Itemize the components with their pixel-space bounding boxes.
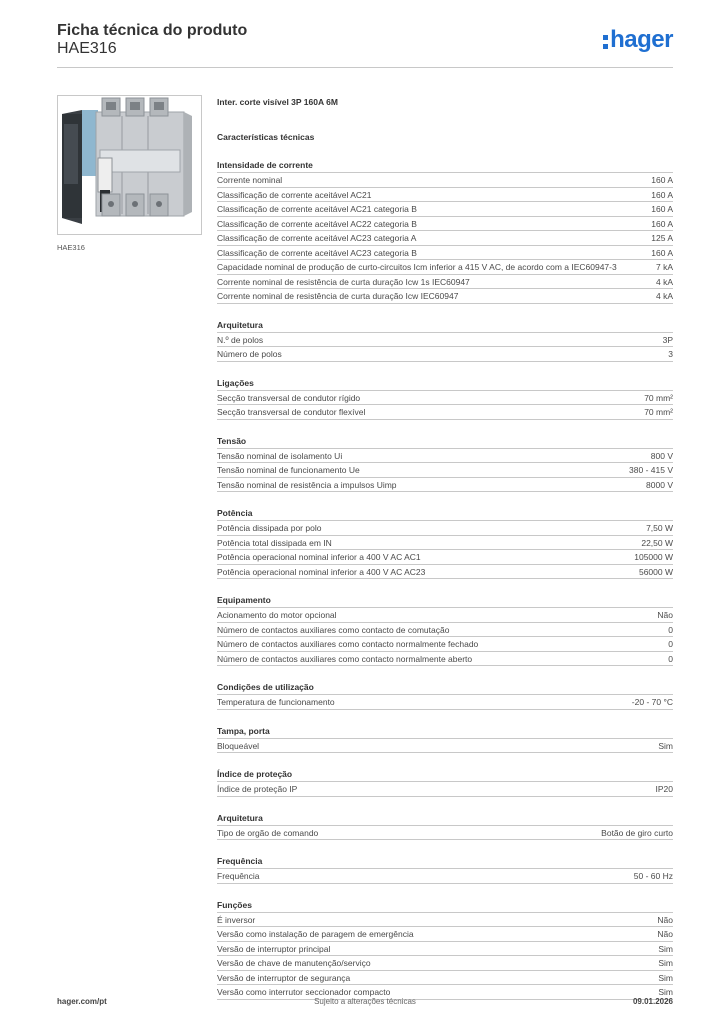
spec-row bbox=[217, 652, 673, 667]
spec-value: 56000 W bbox=[638, 566, 673, 577]
spec-label: Número de contactos auxiliares como contacto normalmente fechado bbox=[217, 639, 479, 649]
footer-note: Sujeito a alterações técnicas bbox=[314, 997, 416, 1006]
spec-row bbox=[217, 956, 673, 971]
spec-section bbox=[217, 435, 673, 493]
spec-section bbox=[217, 812, 673, 841]
spec-label: Tensão nominal de isolamento Ui bbox=[217, 450, 343, 461]
spec-row bbox=[217, 449, 673, 464]
spec-value: 3 bbox=[668, 349, 673, 359]
spec-row bbox=[217, 550, 673, 565]
spec-label: N.º de polos bbox=[217, 334, 264, 345]
spec-label: Potência operacional nominal inferior a 400 V AC AC23 bbox=[217, 566, 426, 577]
spec-value: 8000 V bbox=[646, 479, 673, 490]
spec-value: Não bbox=[657, 914, 673, 925]
spec-row bbox=[217, 637, 673, 652]
spec-row bbox=[217, 289, 673, 304]
spec-section bbox=[217, 725, 673, 754]
spec-label: Temperatura de funcionamento bbox=[217, 697, 335, 707]
spec-label: Índice de proteção IP bbox=[217, 784, 298, 794]
logo-dots-icon bbox=[603, 35, 608, 49]
spec-row bbox=[217, 478, 673, 493]
spec-row bbox=[217, 217, 673, 232]
hager-logo bbox=[603, 26, 673, 54]
spec-label: Número de contactos auxiliares como contacto normalmente aberto bbox=[217, 653, 473, 664]
section-title: Equipamento bbox=[217, 594, 673, 608]
spec-label: Capacidade nominal de produção de curto-circuitos Icm inferior a 415 V AC, de acordo com a IEC60947-3 bbox=[217, 262, 617, 272]
spec-label: Versão como instalação de paragem de emergência bbox=[217, 929, 414, 939]
spec-value: 4 kA bbox=[655, 276, 673, 287]
spec-value: Botão de giro curto bbox=[601, 827, 673, 838]
spec-row bbox=[217, 246, 673, 261]
spec-value: 125 A bbox=[651, 233, 673, 243]
spec-label: Versão de chave de manutenção/serviço bbox=[217, 958, 371, 968]
spec-label: Versão de interruptor principal bbox=[217, 943, 331, 954]
spec-value: Sim bbox=[658, 972, 673, 983]
spec-row bbox=[217, 536, 673, 551]
spec-row bbox=[217, 463, 673, 478]
product-code: HAE316 bbox=[57, 40, 117, 57]
spec-label: Tensão nominal de resistência a impulsos Uimp bbox=[217, 479, 397, 490]
spec-row bbox=[217, 347, 673, 362]
spec-label: Acionamento do motor opcional bbox=[217, 610, 337, 620]
spec-value: 160 A bbox=[651, 175, 673, 185]
spec-label: Potência total dissipada em IN bbox=[217, 537, 332, 548]
spec-section bbox=[217, 594, 673, 666]
image-caption: HAE316 bbox=[57, 243, 85, 252]
spec-row bbox=[217, 173, 673, 188]
spec-row bbox=[217, 565, 673, 580]
section-title: Ligações bbox=[217, 377, 673, 391]
spec-row bbox=[217, 695, 673, 710]
spec-label: Versão de interruptor de segurança bbox=[217, 972, 351, 983]
switch-disconnector-illustration bbox=[58, 96, 201, 234]
spec-row bbox=[217, 275, 673, 290]
spec-value: 800 V bbox=[650, 450, 673, 461]
spec-value: 7,50 W bbox=[646, 523, 673, 533]
spec-label: Frequência bbox=[217, 871, 260, 881]
spec-label: Classificação de corrente aceitável AC23 categoria B bbox=[217, 247, 417, 258]
spec-row bbox=[217, 608, 673, 623]
spec-row bbox=[217, 188, 673, 203]
spec-row bbox=[217, 260, 673, 275]
spec-section bbox=[217, 681, 673, 710]
section-title: Potência bbox=[217, 507, 673, 521]
section-title: Índice de proteção bbox=[217, 768, 673, 782]
section-title: Arquitetura bbox=[217, 319, 673, 333]
spec-value: -20 - 70 °C bbox=[631, 697, 673, 707]
spec-section bbox=[217, 768, 673, 797]
spec-row bbox=[217, 942, 673, 957]
spec-row bbox=[217, 521, 673, 536]
spec-value: 160 A bbox=[651, 204, 673, 214]
spec-label: Classificação de corrente aceitável AC21 categoria B bbox=[217, 204, 417, 214]
section-title: Condições de utilização bbox=[217, 681, 673, 695]
spec-value: Sim bbox=[658, 943, 673, 954]
spec-label: Potência operacional nominal inferior a 400 V AC AC1 bbox=[217, 552, 421, 562]
spec-section bbox=[217, 899, 673, 1000]
spec-value: 50 - 60 Hz bbox=[633, 871, 673, 881]
spec-value: 70 mm² bbox=[644, 392, 673, 403]
logo-text: hager bbox=[610, 26, 673, 53]
spec-row bbox=[217, 826, 673, 841]
product-description: Inter. corte visível 3P 160A 6M bbox=[217, 97, 338, 107]
spec-value: Sim bbox=[658, 740, 673, 751]
spec-value: 160 A bbox=[651, 218, 673, 229]
spec-row bbox=[217, 782, 673, 797]
spec-row bbox=[217, 927, 673, 942]
page-footer bbox=[57, 997, 673, 1011]
spec-label: Corrente nominal de resistência de curta duração Icw 1s IEC60947 bbox=[217, 276, 470, 287]
characteristics-heading: Características técnicas bbox=[217, 132, 315, 142]
spec-value: Não bbox=[657, 610, 673, 620]
spec-label: Classificação de corrente aceitável AC23 categoria A bbox=[217, 233, 417, 243]
spec-sections bbox=[217, 159, 673, 1000]
spec-value: 0 bbox=[668, 624, 673, 635]
spec-row bbox=[217, 202, 673, 217]
spec-label: Tipo de orgão de comando bbox=[217, 827, 319, 838]
spec-row bbox=[217, 623, 673, 638]
spec-value: 105000 W bbox=[634, 552, 673, 562]
spec-content bbox=[217, 95, 673, 1000]
section-title: Intensidade de corrente bbox=[217, 159, 673, 173]
spec-value: Sim bbox=[658, 958, 673, 968]
spec-row bbox=[217, 333, 673, 348]
spec-label: Secção transversal de condutor flexível bbox=[217, 407, 366, 417]
spec-label: Classificação de corrente aceitável AC21 bbox=[217, 189, 372, 200]
spec-value: 3P bbox=[662, 334, 673, 345]
spec-section bbox=[217, 159, 673, 304]
spec-row bbox=[217, 405, 673, 420]
spec-value: 70 mm² bbox=[644, 407, 673, 417]
spec-section bbox=[217, 377, 673, 420]
spec-value: Não bbox=[657, 929, 673, 939]
spec-row bbox=[217, 231, 673, 246]
page-header bbox=[57, 20, 673, 68]
spec-row bbox=[217, 869, 673, 884]
spec-label: Secção transversal de condutor rígido bbox=[217, 392, 361, 403]
spec-value: 4 kA bbox=[655, 291, 673, 301]
spec-value: Sim bbox=[658, 987, 673, 997]
spec-value: 22,50 W bbox=[641, 537, 673, 548]
spec-label: Corrente nominal de resistência de curta duração Icw IEC60947 bbox=[217, 291, 459, 301]
spec-label: Número de polos bbox=[217, 349, 282, 359]
product-image bbox=[57, 95, 202, 235]
spec-section bbox=[217, 507, 673, 579]
section-title: Tensão bbox=[217, 435, 673, 449]
spec-value: 0 bbox=[668, 639, 673, 649]
spec-row bbox=[217, 391, 673, 406]
spec-value: 160 A bbox=[651, 247, 673, 258]
spec-value: 380 - 415 V bbox=[629, 465, 673, 475]
document-title: Ficha técnica do produto bbox=[57, 22, 248, 39]
spec-row bbox=[217, 739, 673, 754]
spec-label: Tensão nominal de funcionamento Ue bbox=[217, 465, 360, 475]
section-title: Tampa, porta bbox=[217, 725, 673, 739]
section-title: Funções bbox=[217, 899, 673, 913]
spec-section bbox=[217, 319, 673, 362]
spec-value: 160 A bbox=[651, 189, 673, 200]
spec-label: Potência dissipada por polo bbox=[217, 523, 322, 533]
spec-label: É inversor bbox=[217, 914, 256, 925]
spec-row bbox=[217, 971, 673, 986]
footer-website: hager.com/pt bbox=[57, 997, 107, 1006]
spec-value: 0 bbox=[668, 653, 673, 664]
spec-label: Número de contactos auxiliares como contacto de comutação bbox=[217, 624, 450, 635]
spec-row bbox=[217, 913, 673, 928]
spec-label: Versão como interrutor seccionador compacto bbox=[217, 987, 391, 997]
section-title: Frequência bbox=[217, 855, 673, 869]
spec-label: Bloqueável bbox=[217, 740, 260, 751]
section-title: Arquitetura bbox=[217, 812, 673, 826]
spec-value: IP20 bbox=[655, 784, 673, 794]
spec-label: Classificação de corrente aceitável AC22 categoria B bbox=[217, 218, 417, 229]
footer-date: 09.01.2026 bbox=[632, 997, 673, 1006]
spec-label: Corrente nominal bbox=[217, 175, 283, 185]
spec-value: 7 kA bbox=[655, 262, 673, 272]
spec-section bbox=[217, 855, 673, 884]
